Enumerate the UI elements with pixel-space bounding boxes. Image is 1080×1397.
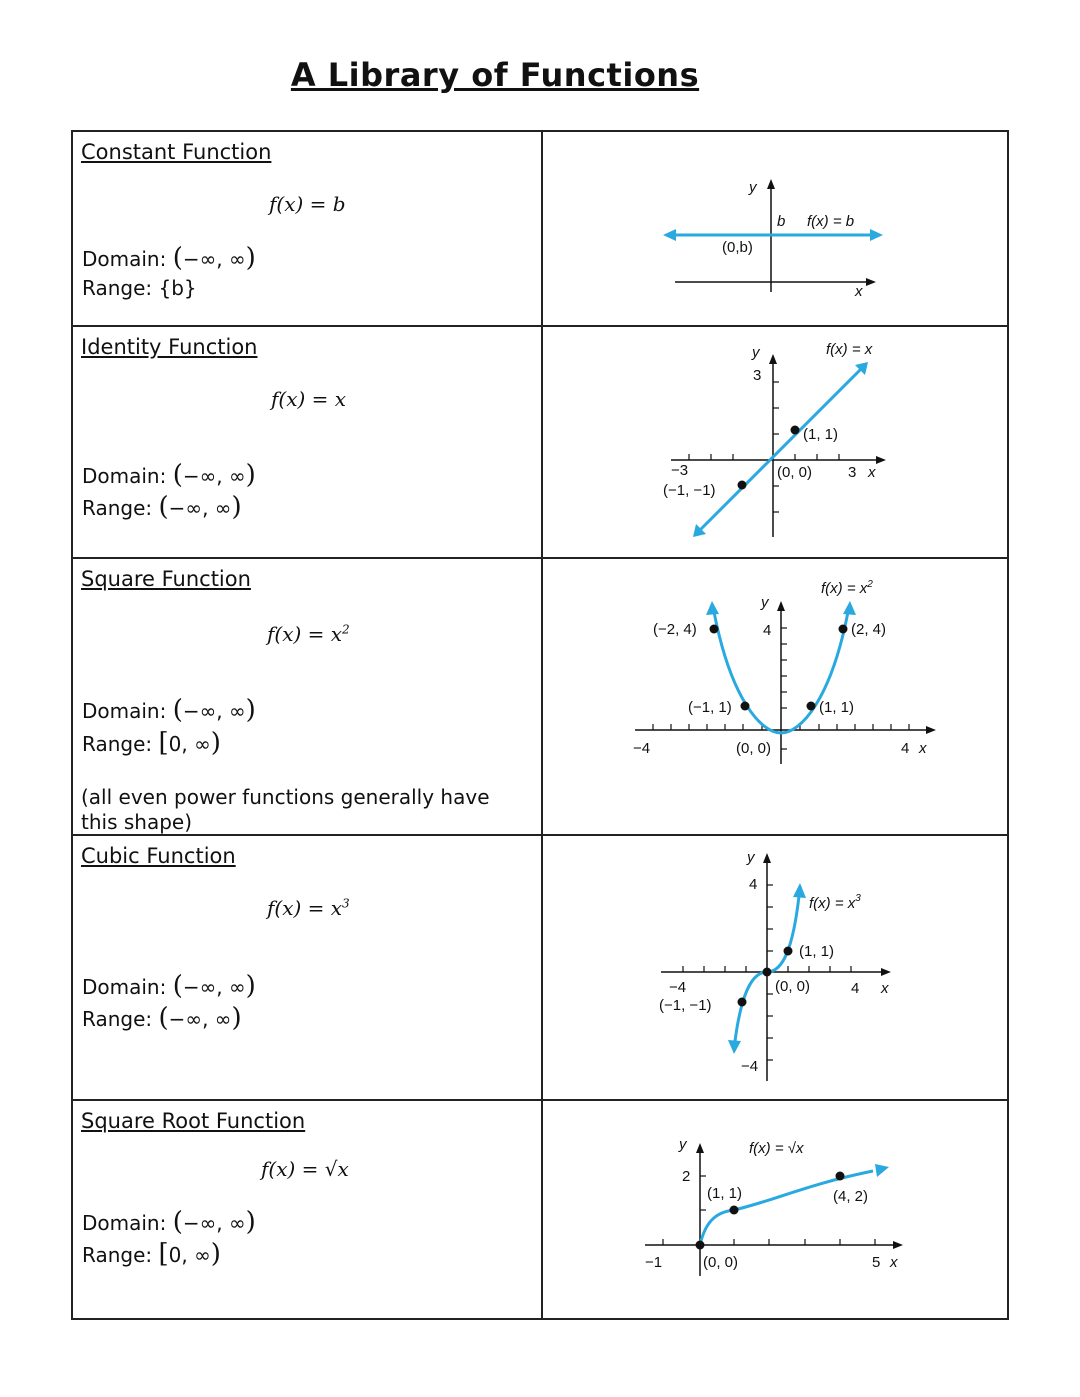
function-name: Identity Function xyxy=(81,335,258,359)
domain-label: Domain: xyxy=(82,247,167,271)
range-line: Range: [0, ∞) xyxy=(82,728,221,758)
x-tick-label: 4 xyxy=(851,980,860,997)
formula-base: f(x) = x xyxy=(267,622,343,646)
function-formula: f(x) = √x xyxy=(261,1157,349,1181)
domain-line: Domain: (−∞, ∞) xyxy=(82,1207,256,1237)
point-label: (−1, −1) xyxy=(663,482,716,499)
range-value: −∞, ∞ xyxy=(168,496,232,520)
formula-exponent: 3 xyxy=(342,896,350,911)
point-label: (−2, 4) xyxy=(653,621,697,638)
table-row xyxy=(72,1100,1008,1319)
range-label: Range: xyxy=(82,1007,153,1031)
range-label: Range: xyxy=(82,732,153,756)
x-axis-label: x xyxy=(881,980,889,997)
function-graph-cell xyxy=(542,131,1008,326)
domain-label: Domain: xyxy=(82,464,167,488)
x-tick-label: −3 xyxy=(671,462,689,479)
cubic-function-graph xyxy=(543,836,1009,1099)
point-label: (0, 0) xyxy=(703,1254,739,1271)
y-axis-label: y xyxy=(679,1136,687,1153)
domain-line: Domain: (−∞, ∞) xyxy=(82,971,256,1001)
formula-base: f(x) = x xyxy=(267,896,343,920)
formula-exponent: 2 xyxy=(342,622,350,637)
domain-label: Domain: xyxy=(82,975,167,999)
point-label: (0, 0) xyxy=(777,464,813,481)
graph-equation: $f(x) = x^2$ xyxy=(821,579,873,597)
y-tick-label: 3 xyxy=(753,367,762,384)
square-function-graph xyxy=(543,559,1009,834)
function-info-cell xyxy=(72,835,542,1100)
point-label: (0, 0) xyxy=(775,978,811,995)
point-label: (1, 1) xyxy=(819,699,855,716)
function-name: Constant Function xyxy=(81,140,272,164)
function-graph-cell xyxy=(542,1100,1008,1319)
y-axis-label: y xyxy=(747,849,755,866)
point-label: (1, 1) xyxy=(803,426,839,443)
domain-line: Domain: (−∞, ∞) xyxy=(82,695,256,725)
point-label: (4, 2) xyxy=(833,1188,869,1205)
y-tick-label: −4 xyxy=(741,1058,759,1075)
range-value: {b} xyxy=(158,276,197,300)
table-row xyxy=(72,326,1008,558)
function-info-cell xyxy=(72,1100,542,1319)
x-tick-label: −1 xyxy=(645,1254,663,1271)
range-line: Range: (−∞, ∞) xyxy=(82,1003,242,1033)
point-label: (−1, 1) xyxy=(688,699,732,716)
table-row xyxy=(72,131,1008,326)
function-graph-cell xyxy=(542,835,1008,1100)
function-formula: f(x) = x xyxy=(271,387,347,411)
y-tick-label: 2 xyxy=(682,1168,691,1185)
x-tick-label: −4 xyxy=(633,740,651,757)
range-line: Range: (−∞, ∞) xyxy=(82,492,242,522)
function-graph-cell xyxy=(542,558,1008,835)
domain-label: Domain: xyxy=(82,1211,167,1235)
range-label: Range: xyxy=(82,1243,153,1267)
x-tick-label: −4 xyxy=(669,979,687,996)
table-row xyxy=(72,835,1008,1100)
range-label: Range: xyxy=(82,276,153,300)
point-label: (1, 1) xyxy=(707,1185,743,1202)
y-tick-label: 4 xyxy=(749,876,758,893)
point-label: (0, 0) xyxy=(736,740,772,757)
point-label: (0,b) xyxy=(722,239,753,256)
range-value: 0, ∞ xyxy=(168,732,211,756)
domain-line: Domain: (−∞, ∞) xyxy=(82,243,256,273)
point-label: (−1, −1) xyxy=(659,997,712,1014)
x-tick-label: 5 xyxy=(872,1254,881,1271)
x-axis-label: x xyxy=(855,283,863,300)
y-axis-label: y xyxy=(761,594,769,611)
function-formula xyxy=(267,896,350,920)
domain-label: Domain: xyxy=(82,699,167,723)
y-axis-label: y xyxy=(752,344,760,361)
range-line: Range: [0, ∞) xyxy=(82,1239,221,1269)
range-value: −∞, ∞ xyxy=(168,1007,232,1031)
domain-value: −∞, ∞ xyxy=(182,699,246,723)
function-table xyxy=(71,130,1009,1320)
y-tick-label: 4 xyxy=(763,622,772,639)
domain-value: −∞, ∞ xyxy=(182,247,246,271)
function-graph-cell xyxy=(542,326,1008,558)
x-tick-label: 3 xyxy=(848,464,857,481)
function-info-cell xyxy=(72,326,542,558)
function-info-cell xyxy=(72,131,542,326)
constant-function-graph xyxy=(543,132,1009,325)
domain-value: −∞, ∞ xyxy=(182,1211,246,1235)
y-axis-label: y xyxy=(749,179,757,196)
domain-value: −∞, ∞ xyxy=(182,464,246,488)
function-formula: f(x) = b xyxy=(269,192,346,216)
graph-equation: f(x) = x xyxy=(826,341,873,358)
table-row xyxy=(72,558,1008,835)
graph-equation: f(x) = √x xyxy=(749,1140,804,1157)
square-root-function-graph xyxy=(543,1101,1009,1318)
function-name: Square Root Function xyxy=(81,1109,306,1133)
function-name: Square Function xyxy=(81,567,251,591)
range-label: Range: xyxy=(82,496,153,520)
x-axis-label: x xyxy=(868,464,876,481)
range-value: 0, ∞ xyxy=(168,1243,211,1267)
x-tick-label: 4 xyxy=(901,740,910,757)
x-axis-label: x xyxy=(919,740,927,757)
x-axis-label: x xyxy=(890,1254,898,1271)
identity-function-graph xyxy=(543,327,1009,557)
b-label: b xyxy=(777,213,786,230)
note-text: (all even power functions generally have this shape) xyxy=(81,785,490,834)
function-name: Cubic Function xyxy=(81,844,236,868)
function-info-cell xyxy=(72,558,542,835)
domain-line: Domain: (−∞, ∞) xyxy=(82,460,256,490)
page-title: A Library of Functions xyxy=(290,56,700,94)
point-label: (1, 1) xyxy=(799,943,835,960)
domain-value: −∞, ∞ xyxy=(182,975,246,999)
range-line xyxy=(82,276,197,300)
graph-equation: $f(x) = x^3$ xyxy=(809,893,861,912)
graph-equation: f(x) = b xyxy=(807,213,855,230)
point-label: (2, 4) xyxy=(851,621,887,638)
function-formula xyxy=(267,622,350,646)
